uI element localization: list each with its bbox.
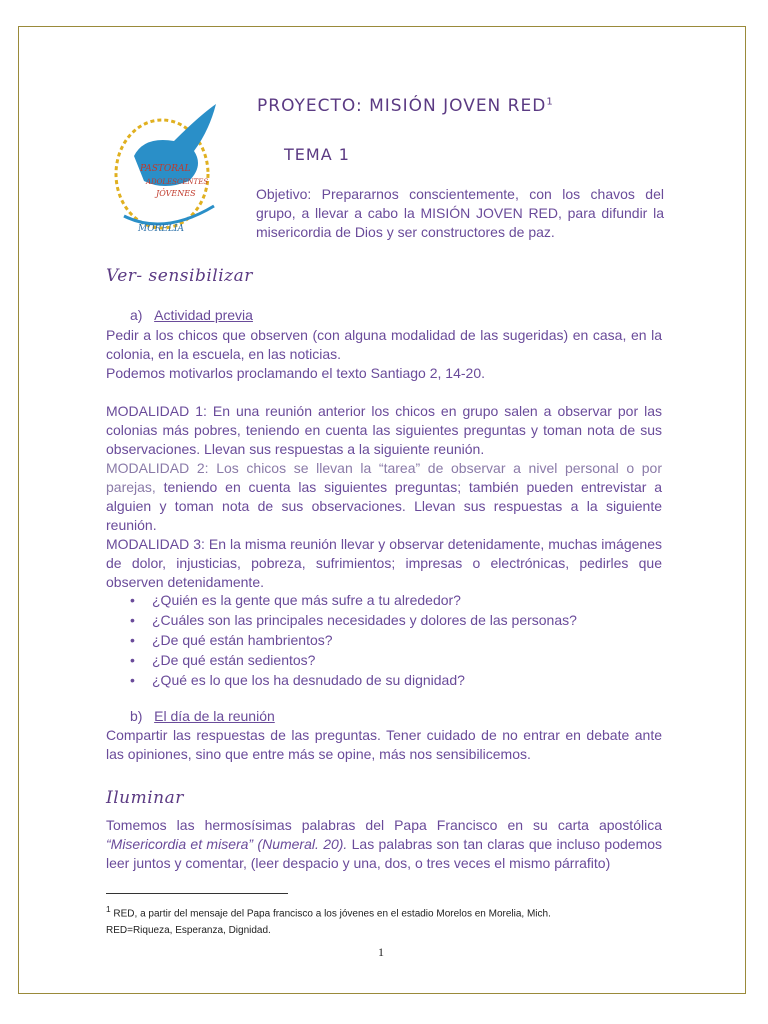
footnote: $^1$ RED, a partir del mensaje del Papa francisco a los jóvenes en el estadio Morelos en Morelia, Mich. RED=Riqueza, Esperanza, Dignidad. xyxy=(106,904,551,937)
list-item: • ¿De qué están hambrientos? xyxy=(130,630,577,650)
svg-text:JÓVENES: JÓVENES xyxy=(156,189,196,198)
questions-list xyxy=(130,590,577,690)
list-item: • ¿De qué están sedientos? xyxy=(130,650,577,670)
objetivo-text: Objetivo: Prepararnos conscientemente, con los chavos del grupo, a llevar a cabo la MISIÓN JOVEN RED, para difundir la misericordia de Dios y ser constructores de paz. xyxy=(256,186,664,240)
svg-text:MORELIA: MORELIA xyxy=(138,224,184,234)
modalidad-2: MODALIDAD 2: Los chicos se llevan la “tarea” de observar a nivel personal o por parejas, teniendo en cuenta las siguientes preguntas; también pueden entrevistar a alguien y toman nota de sus observaciones. Llevan sus respuestas a la siguiente reunión. xyxy=(106,460,663,533)
heading-ver: Ver- sensibilizar xyxy=(106,266,253,286)
paragraph: Pedir a los chicos que observen (con alguna modalidad de las sugeridas) en casa, en la colonia, en la escuela, en las noticias. xyxy=(106,327,662,362)
heading-iluminar: Iluminar xyxy=(106,788,184,808)
ver-body xyxy=(106,326,662,592)
list-item: • ¿Quién es la gente que más sufre a tu alrededor? xyxy=(130,590,577,610)
subsection-a: a) Actividad previa xyxy=(130,307,253,323)
modalidad-3: MODALIDAD 3: En la misma reunión llevar y observar detenidamente, muchas imágenes de dolor, injusticias, pobreza, sufrimientos; impresas o electrónicas, pedirles que observen detenidamente. xyxy=(106,536,662,590)
project-title: PROYECTO: MISIÓN JOVEN RED$^1$ xyxy=(257,96,554,116)
svg-text:ADOLESCENTES: ADOLESCENTES xyxy=(146,178,209,186)
paragraph: Podemos motivarlos proclamando el texto Santiago 2, 14-20. xyxy=(106,365,485,381)
list-item: • ¿Cuáles son las principales necesidades y dolores de las personas? xyxy=(130,610,577,630)
pastoral-logo xyxy=(104,96,234,246)
list-item: • ¿Qué es lo que los ha desnudado de su dignidad? xyxy=(130,670,577,690)
modalidad-1: MODALIDAD 1: En una reunión anterior los chicos en grupo salen a observar por las colonias más pobres, teniendo en cuenta las siguientes preguntas y toman nota de sus observaciones. Llevan sus respuestas a la siguiente reunión. xyxy=(106,403,662,457)
reunion-text: Compartir las respuestas de las preguntas. Tener cuidado de no entrar en debate ante las opiniones, sino que entre más se opine, más nos sensibilicemos. xyxy=(106,727,662,762)
tema-heading: TEMA 1 xyxy=(284,145,350,164)
subsection-b: b) El día de la reunión xyxy=(130,708,275,724)
footnote-divider xyxy=(106,893,288,894)
page-number: 1 xyxy=(378,945,384,959)
svg-text:PASTORAL: PASTORAL xyxy=(140,164,191,174)
iluminar-text: Tomemos las hermosísimas palabras del Papa Francisco en su carta apostólica “Misericordia et misera” (Numeral. 20). Las palabras son tan claras que incluso podemos leer juntos y comentar, (leer despacio y una, dos, o tres veces el mismo párrafito) xyxy=(106,817,663,871)
